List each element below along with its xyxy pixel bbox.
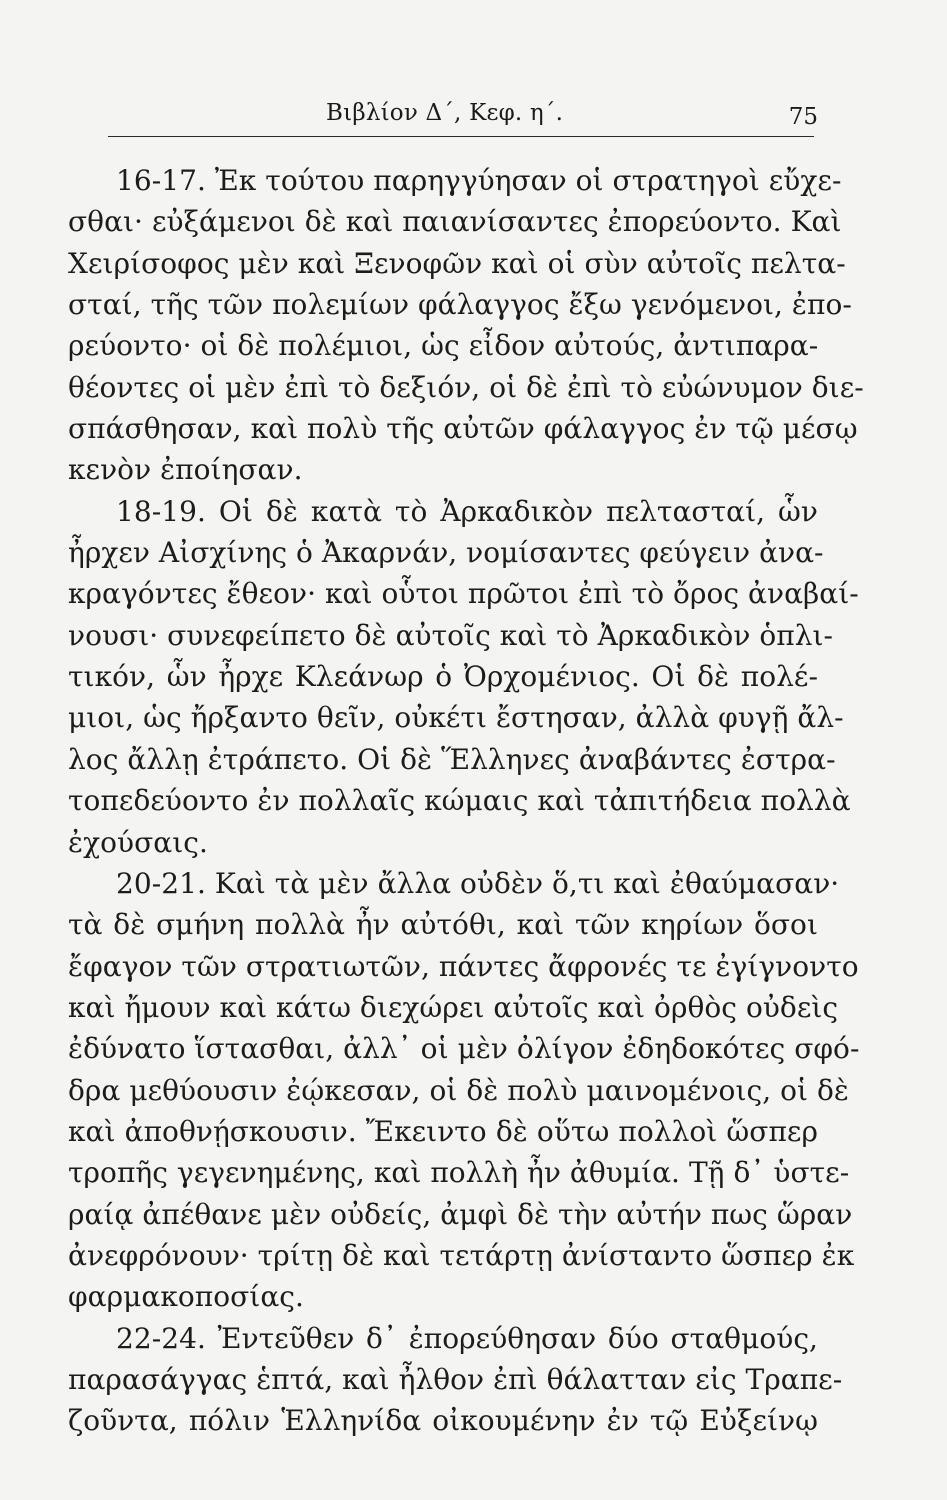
text-line: ρεύοντο· οἱ δὲ πολέμιοι, ὡς εἶδον αὐτούς, ἀντιπαρα-: [68, 329, 819, 363]
text-line: σθαι· εὐξάμενοι δὲ καὶ παιανίσαντες ἐπορεύοντο. Καὶ: [68, 205, 842, 239]
text-line: ζοῦντα, πόλιν Ἑλληνίδα οἰκουμένην ἐν τῷ Εὐξείνῳ: [68, 1404, 818, 1438]
text-line: τοπεδεύοντο ἐν πολλαῖς κώμαις καὶ τἀπιτήδεια πολλὰ: [68, 784, 851, 818]
text-line: ἔφαγον τῶν στρατιωτῶν, πάντες ἄφρονές τε ἐγίγνοντο: [68, 949, 859, 983]
text-line: τικόν, ὧν ἦρχε Κλεάνωρ ὁ Ὀρχομένιος. Οἱ δὲ πολέ-: [68, 660, 818, 694]
text-line: Χειρίσοφος μὲν καὶ Ξενοφῶν καὶ οἱ σὺν αὐτοῖς πελτα-: [68, 246, 846, 280]
paragraph-first-line: 22-24. Ἐντεῦθεν δ᾽ ἐπορεύθησαν δύο σταθμούς,: [116, 1321, 818, 1355]
text-line: καὶ ἤμουν καὶ κάτω διεχώρει αὐτοῖς καὶ ὀρθὸς οὐδεὶς: [68, 990, 839, 1024]
page-number: 75: [788, 104, 818, 130]
text-line: κενὸν ἐποίησαν.: [68, 453, 303, 487]
running-title: Βιβλίον Δ΄, Κεφ. η΄.: [326, 100, 564, 126]
text-line: θέοντες οἱ μὲν ἐπὶ τὸ δεξιόν, οἱ δὲ ἐπὶ τὸ εὐώνυμον διε-: [68, 370, 864, 404]
text-line: λος ἄλλῃ ἐτράπετο. Οἱ δὲ Ἕλληνες ἀναβάντες ἐστρα-: [68, 742, 836, 776]
text-line: νουσι· συνεφείπετο δὲ αὐτοῖς καὶ τὸ Ἀρκαδικὸν ὁπλι-: [68, 618, 834, 652]
text-line: σπάσθησαν, καὶ πολὺ τῆς αὐτῶν φάλαγγος ἐν τῷ μέσῳ: [68, 412, 858, 446]
text-line: ἀνεφρόνουν· τρίτῃ δὲ καὶ τετάρτῃ ἀνίσταντο ὥσπερ ἐκ: [68, 1238, 855, 1272]
text-line: τροπῆς γεγενημένης, καὶ πολλὴ ἦν ἀθυμία. Τῇ δ᾽ ὑστε-: [68, 1156, 850, 1190]
text-line: τὰ δὲ σμήνη πολλὰ ἦν αὐτόθι, καὶ τῶν κηρίων ὅσοι: [68, 908, 818, 942]
text-line: δρα μεθύουσιν ἐῴκεσαν, οἱ δὲ πολὺ μαινομένοις, οἱ δὲ: [68, 1073, 849, 1107]
paragraph-first-line: 18-19. Οἱ δὲ κατὰ τὸ Ἀρκαδικὸν πελτασταί, ὧν: [116, 494, 818, 528]
text-line: ἐδύνατο ἵστασθαι, ἀλλ᾽ οἱ μὲν ὀλίγον ἐδηδοκότες σφό-: [68, 1032, 860, 1066]
paragraph-first-line: 16-17. Ἐκ τούτου παρηγγύησαν οἱ στρατηγοὶ εὔχε-: [116, 164, 842, 197]
body-text: [68, 160, 864, 1442]
text-line: σταί, τῆς τῶν πολεμίων φάλαγγος ἔξω γενόμενοι, ἐπο-: [68, 288, 852, 322]
text-line: παρασάγγας ἑπτά, καὶ ἦλθον ἐπὶ θάλατταν εἰς Τραπε-: [68, 1362, 843, 1396]
text-line: ἐχούσαις.: [68, 825, 208, 859]
text-line: κραγόντες ἔθεον· καὶ οὗτοι πρῶτοι ἐπὶ τὸ ὄρος ἀναβαί-: [68, 577, 859, 611]
running-head: [108, 84, 818, 137]
text-line: φαρμακοποσίας.: [68, 1280, 304, 1314]
text-line: μιοι, ὡς ἤρξαντο θεῖν, οὐκέτι ἔστησαν, ἀλλὰ φυγῇ ἄλ-: [68, 701, 844, 735]
text-line: ραίᾳ ἀπέθανε μὲν οὐδείς, ἀμφὶ δὲ τὴν αὐτήν πως ὥραν: [68, 1197, 853, 1231]
text-line: καὶ ἀποθνῄσκουσιν. Ἔκειντο δὲ οὕτω πολλοὶ ὥσπερ: [68, 1114, 818, 1148]
text-line: ἦρχεν Αἰσχίνης ὁ Ἀκαρνάν, νομίσαντες φεύγειν ἀνα-: [68, 536, 824, 570]
paragraph-first-line: 20-21. Καὶ τὰ μὲν ἄλλα οὐδὲν ὅ,τι καὶ ἐθαύμασαν·: [116, 866, 840, 900]
